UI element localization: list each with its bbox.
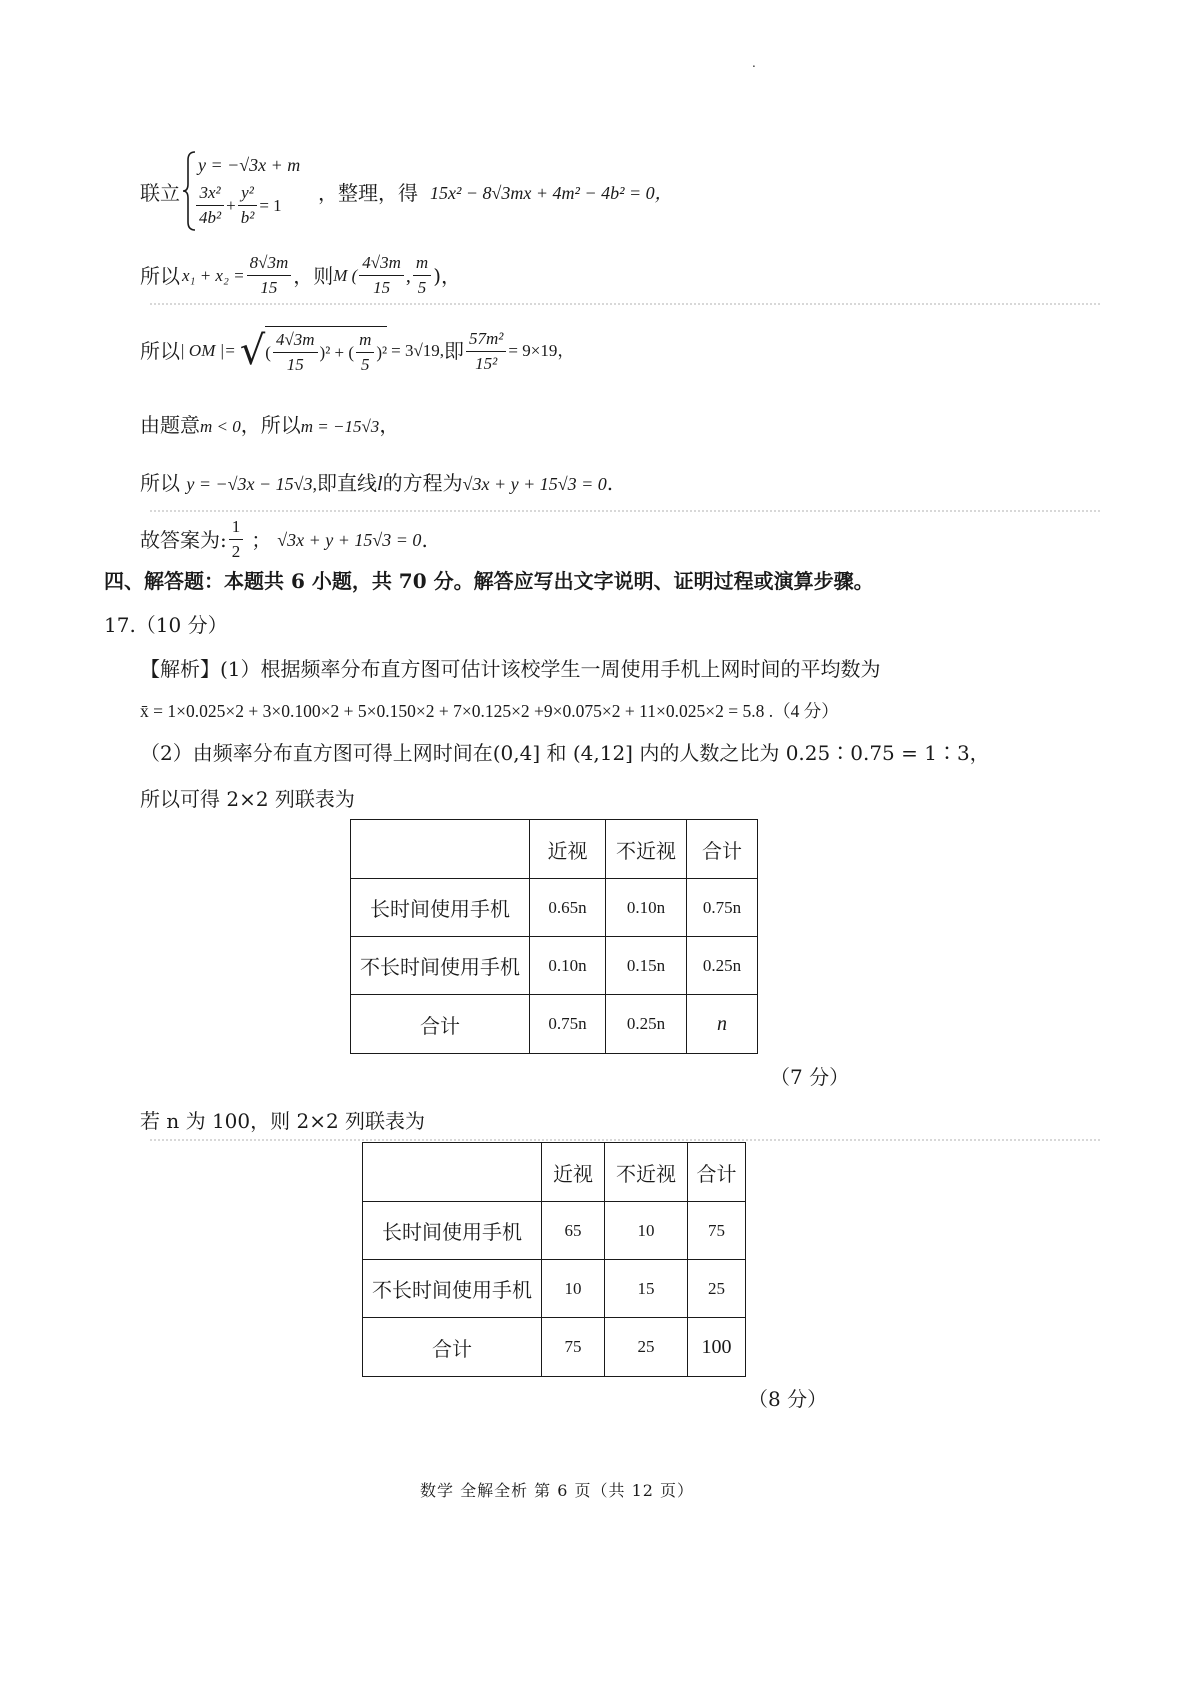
line-3: 所以 | OM |= √ ( $\frac{4√3m}{15}$ )² + ( $\frac{m}{5}$ )² = 3√19, 即 $\frac{\text{57m²}}{\text{15²}}$ = 9×19，	[140, 328, 575, 374]
contingency-table-2	[362, 1142, 746, 1377]
table-cell: 0.10n	[530, 937, 606, 995]
mean-formula: x̄ = 1×0.025×2 + 3×0.100×2 + 5×0.150×2 + 7×0.125×2 +9×0.075×2 + 11×0.025×2 = 5.8 .（4 分）	[140, 701, 839, 721]
system-eq-1: y = −√3x + m	[198, 155, 301, 175]
score-7: （7 分）	[770, 1065, 850, 1089]
table-intro: 所以可得 2×2 列联表为	[140, 787, 355, 811]
table-cell: 0.65n	[530, 879, 606, 937]
table-cell: 25	[688, 1260, 746, 1318]
table2-header-empty	[363, 1143, 542, 1202]
table-cell: 25	[605, 1318, 688, 1377]
table-cell: 0.10n	[606, 879, 687, 937]
top-dot: .	[752, 56, 756, 70]
line-1-equation: 15x² − 8√3mx + 4m² − 4b² = 0，	[430, 183, 673, 203]
line-2: 所以 x₁ + x₂ = $\frac{8√3m}{15}$ ，则 M ( $\frac{4√3m}{15}$ , $\frac{m}{5}$ )，	[140, 253, 461, 297]
line-6: 故答案为: $\frac{1}{2}$ ； √3x + y + 15√3 = 0 .	[140, 517, 428, 561]
table-cell: 0.15n	[606, 937, 687, 995]
table-cell: 0.75n	[530, 995, 606, 1054]
table-cell: 0.75n	[687, 879, 758, 937]
line-1-mid: ，整理，得	[318, 181, 418, 205]
table-cell: 10	[605, 1202, 688, 1260]
radicand: ( $\frac{4√3m}{15}$ )² + ( $\frac{m}{5}$ )²	[265, 326, 387, 376]
table-cell: 合计	[351, 995, 530, 1054]
dotted-divider-1	[150, 303, 1100, 305]
table2-header-total: 合计	[688, 1143, 746, 1202]
page-footer: 数学 全解全析 第 6 页（共 12 页）	[420, 1481, 695, 1500]
table1-header-myopia: 近视	[530, 820, 606, 879]
table2-header-no-myopia: 不近视	[605, 1143, 688, 1202]
table-cell: 10	[542, 1260, 605, 1318]
dotted-divider-3	[150, 1139, 1100, 1141]
line-1-prefix: 联立	[140, 181, 180, 205]
score-8: （8 分）	[748, 1387, 828, 1411]
question-17-label: 17.（10 分）	[104, 613, 228, 637]
table1-header-no-myopia: 不近视	[606, 820, 687, 879]
line-4: 由题意m < 0，所以m = −15√3，	[140, 413, 400, 437]
analysis-part-2: （2）由频率分布直方图可得上网时间在(0,4] 和 (4,12] 内的人数之比为 0.25∶0.75 = 1∶3，	[140, 741, 990, 765]
dotted-divider-2	[150, 510, 1100, 512]
table-cell: 100	[688, 1318, 746, 1377]
table-cell: 合计	[363, 1318, 542, 1377]
table-cell: 不长时间使用手机	[351, 937, 530, 995]
table-cell: 0.25n	[687, 937, 758, 995]
table-cell: 不长时间使用手机	[363, 1260, 542, 1318]
table-cell: 长时间使用手机	[363, 1202, 542, 1260]
section-heading: 四、解答题：本题共 6 小题，共 70 分。解答应写出文字说明、证明过程或演算步骤。	[104, 569, 874, 593]
table2-header-myopia: 近视	[542, 1143, 605, 1202]
table-cell: 长时间使用手机	[351, 879, 530, 937]
table-cell: 15	[605, 1260, 688, 1318]
if-n-line: 若 n 为 100，则 2×2 列联表为	[140, 1109, 426, 1133]
table-cell: 75	[688, 1202, 746, 1260]
line-5: 所以 y = −√3x − 15√3,即直线l的方程为√3x + y + 15√3 = 0.	[140, 471, 614, 495]
table1-header-total: 合计	[687, 820, 758, 879]
table-cell: 65	[542, 1202, 605, 1260]
contingency-table-1	[350, 819, 758, 1054]
table-cell: n	[687, 995, 758, 1054]
table-cell: 75	[542, 1318, 605, 1377]
table1-header-empty	[351, 820, 530, 879]
analysis-part-1: 【解析】(1）根据频率分布直方图可估计该校学生一周使用手机上网时间的平均数为	[140, 657, 881, 681]
table-cell: 0.25n	[606, 995, 687, 1054]
system-eq-2: $\frac{\text{3x²}}{\text{4b²}}$ + $\frac{\text{y²}}{\text{b²}}$ = 1	[194, 182, 282, 229]
